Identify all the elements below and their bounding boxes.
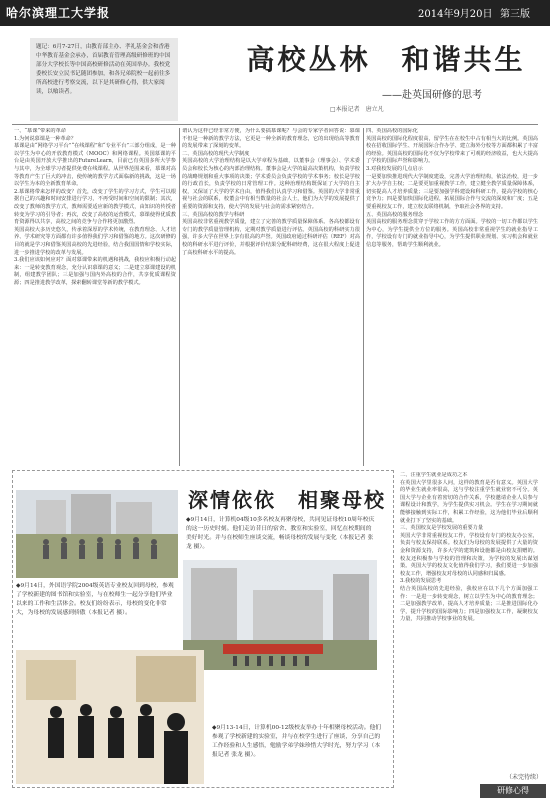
headline: 高校丛林 和谐共生: [246, 43, 526, 76]
section-divider: [12, 124, 538, 125]
byline: □本报记者 唐立凡: [330, 106, 384, 113]
reunion-title: 深情依依 相聚母校: [188, 488, 386, 512]
subhead: ——赴英国研修的思考: [382, 90, 482, 101]
article-column-2: 谓认为这样已经非常方便，为什么要搞慕课呢？与会的专家学者回答说：慕课不但是一种新的教学方法，它更是一种全新的教育理念，它的出现给高等教育的发展带来了深刻的变革。 二、英国高校的现代大学制度 英国高校的大学治理结构是以大学章程为基础，以董事会（理事会）、学术委员会和校长为核心的内部治理结构。董事会是大学的最高决策机构，负责学校的战略规划和重大事项的决策；学术委员会负责学校的学术事务；校长是学校的行政首长，负责学校的日常管理工作。这种治理结构既保证了大学的自主权，又保证了大学的学术自由，值得我们认真学习和借鉴。英国的大学非常重视与社会的联系，校董会中有相当数量的社会人士，他们为大学的发展提供了重要的资源和支持，使大学的发展与社会的需求紧密结合。 三、英国高校的教学与科研 英国高校非常重视教学质量，建立了完善的教学质量保障体系。各高校都设有专门的教学质量管理机构，定期对教学质量进行评估。英国高校的科研实力很强，许多大学在世界上享有很高的声誉。英国政府通过科研评估（REF）对高校的科研水平进行评价，并根据评价结果分配科研经费，这在很大程度上促进了高校科研水平的提高。: [182, 128, 360, 256]
group-photo-campus: [16, 490, 178, 578]
campus-building-photo: [183, 560, 377, 670]
article-column-1: 一、“慕课”带来的革命 1.为何说慕课是一种革命？ 慕课是由“网络学习平台”“在线课程”和“专业平台”三部分组成，是一种以学生为中心的开放教育模式（MOOC）和网络课程。英国慕课的平台是由英国开放大学推出的FutureLearn，目前已有英国多所大学参与其中，为全球学习者提供免费在线课程。从世界范围来看，慕课对高等教育产生了巨大的冲击，使传统的教学方式面临新的挑战，这是一场以学生为本的全新教育革命。 2.慕课将带来怎样的改变？首先，改变了学生的学习方式，学生可以根据自己的兴趣和时间安排进行学习，不再受时间和空间的限制；其次，改变了教师的教学方式，教师需要适应新的教学模式，由知识的传授者转变为学习的引导者；再次，改变了高校的运营模式，慕课使得优质教育资源得以共享，高校之间的竞争与合作将更加激烈。 英国高校大多历史悠久，传承着深厚的学术传统，在教育理念、人才培养、学术研究等方面都有许多值得我们学习和借鉴的地方。这次研修的目的就是学习和借鉴英国高校的先进经验，结合我国国情和学校实际，进一步推进学校的改革与发展。 3.我们应该如何应对？面对慕课带来的机遇和挑战，我校应积极行动起来：一是转变教育观念，充分认识慕课的意义；二是建立慕课建设的机制，组建教学团队；三是加强与国内外高校的合作，共享优质课程资源；四是推进教学改革，探索翻转课堂等新的教学模式。: [14, 128, 176, 286]
photo-caption-2: ◆9月14日，外国语学院2004级英语专业校友回到母校，参观了学校新建的图书馆和实验室，与在校师生一起分享他们毕业以来的工作和生活体会。校友们纷纷表示，母校的变化非常大，为母校的发展感到骄傲（本报记者 摄）。: [16, 583, 174, 616]
article-column-4: 二、注重学生就业是成功之本 在英国大学里很多人问，这样的教育是否有意义。英国大学的毕业生就业率很高，这与学校注重学生就业密不可分。英国大学与企业有着密切的合作关系，学校邀请企业人员参与课程设计和教学，为学生提供实习机会。学生在学习期间就能够接触到实际工作，积累工作经验，这为他们毕业后顺利就业打下了坚实的基础。 三、英国校友是学校发展的重要力量 英国大学非常重视校友工作，学校设有专门的校友办公室，负责与校友保持联系。校友们为母校的发展提供了大量的资金和资源支持，许多大学的建筑和设施都是由校友捐赠的。校友还积极参与学校的管理和决策，为学校的发展出谋划策。英国大学的校友文化值得我们学习，我们要进一步加强校友工作，增强校友对母校的认同感和归属感。 3.我校的发展思考 结合英国高校的先进经验，我校应在以下几个方面加强工作：一是进一步转变观念，树立以学生为中心的教育理念；二是加强教学改革，提高人才培养质量；三是推进国际化办学，提升学校的国际影响力；四是加强校友工作，凝聚校友力量，共同推动学校事业的发展。: [400, 472, 538, 623]
intro-box: 题记：6月7-27日，由教育部主办、孝礼基金会和香港中华教育基金会承办，首届教育管理高级研修班的中国部分大学校长等中国高校研修活动在英国举办。我校党委校长安立民书记随团参加，和各兄弟院校一起前往多所高校进行考察交流，以下是其研修心得，供大家阅读，以飨读者。: [30, 38, 178, 121]
column-divider: [179, 128, 180, 466]
column-badge: 研修心得: [480, 784, 546, 798]
column-divider: [363, 128, 364, 466]
article-column-3: 四、英国高校的国际化 英国高校的国际化程度很高，留学生在在校生中占有相当大的比例。英国高校在招收国际学生、开展国际合作办学、建立海外分校等方面都积累了丰富的经验。英国高校的国际化不仅为学校带来了可观的经济收益，也大大提高了学校的国际声誉和影响力。 3.对我校发展的几点启示 一是要加快推进现代大学制度建设，完善大学治理结构，依法治校，进一步扩大办学自主权；二是要更加重视教学工作，建立健全教学质量保障体系，切实提高人才培养质量；三是要加强学科建设和科研工作，提高学校的核心竞争力；四是要加快国际化进程，拓展国际合作与交流的深度和广度；五是要重视校友工作，建立校友联络机制，争取社会各界的支持。 五、英国高校的服务理念 英国高校的服务理念贯穿于学校工作的方方面面。学校的一切工作都以学生为中心，为学生提供全方位的服务。英国高校非常重视学生的就业指导工作，学校设有专门的就业指导中心，为学生提供职业规划、实习机会和就业信息等服务，帮助学生顺利就业。: [366, 128, 538, 248]
paper-name: 哈尔滨理工大学报: [6, 6, 111, 20]
page-number: 第三版: [500, 9, 530, 20]
photo-caption-3: ◆9月13-14日，计算机00-12级校友举办十年相聚母校活动。他们参观了学校新建的实验室，并与在校学生进行了座谈，分享自己的工作经验和人生感悟，勉励学弟学妹珍惜大学时光，努力学习（本报记者 张龙 摄）。: [212, 725, 382, 758]
photo-caption-1: ◆9月14日，计算机04级10多名校友再聚母校，共同见证母校10周年校庆的这一历史时刻。他们走访昔日的宿舍、教室和实验室，回忆在校期间的美好时光。并与在校师生座谈交流，畅谈母校的发展与变化（本报记者 张龙 摄）。: [186, 517, 375, 550]
alumni-indoor-photo: [16, 650, 204, 784]
issue-date: 2014年9月20日: [418, 9, 493, 20]
masthead: [0, 0, 550, 26]
to-be-continued: （未完待续）: [506, 774, 543, 781]
